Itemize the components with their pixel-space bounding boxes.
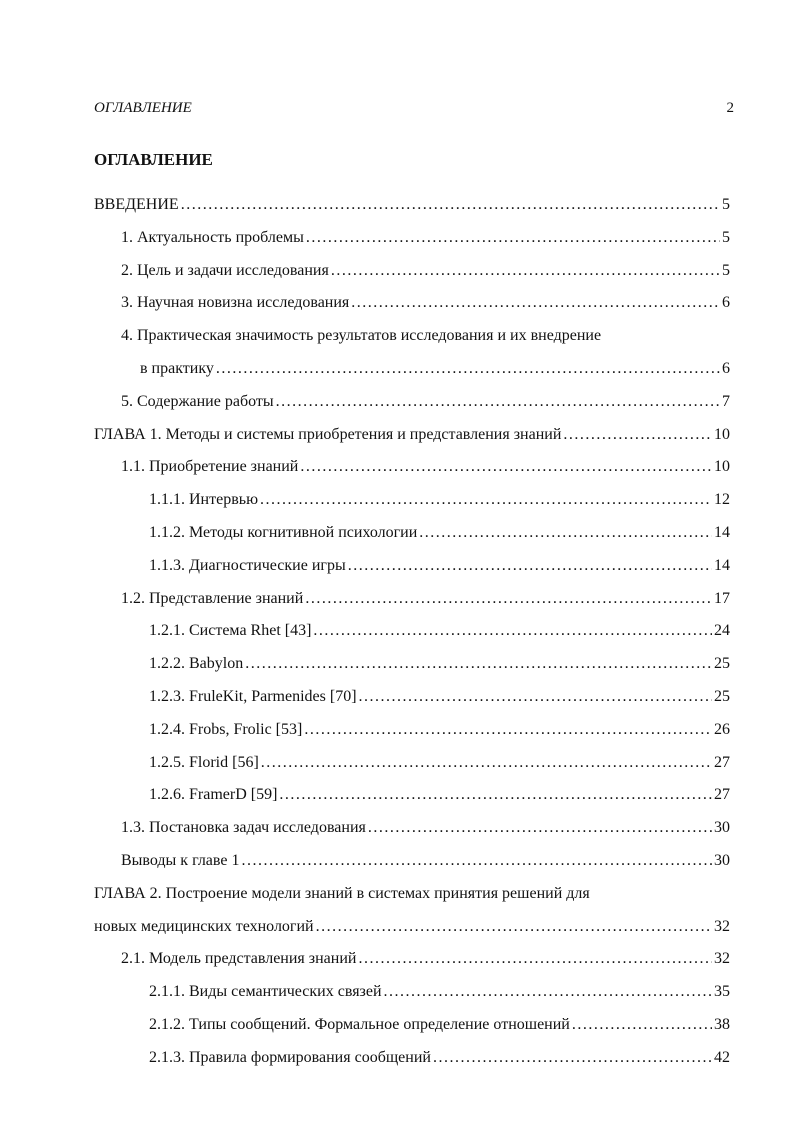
toc-entry-label: 2.1. Модель представления знаний — [121, 950, 357, 968]
toc-leader-dots — [351, 293, 720, 313]
toc-entry-page: 24 — [714, 622, 730, 640]
toc-entry[interactable] — [94, 228, 730, 261]
toc-entry-label: 2. Цель и задачи исследования — [121, 261, 329, 279]
toc-entry[interactable] — [94, 949, 730, 982]
toc-leader-dots — [306, 228, 720, 248]
toc-entry-page: 32 — [714, 950, 730, 968]
toc-entry-page: 25 — [714, 687, 730, 705]
toc-entry[interactable] — [94, 687, 730, 720]
toc-entry-page: 5 — [722, 196, 730, 213]
toc-entry-label: 1.2. Представление знаний — [121, 589, 304, 607]
toc-entry-page: 30 — [714, 819, 730, 837]
toc-entry[interactable] — [94, 261, 730, 294]
toc-leader-dots — [433, 1048, 712, 1068]
toc-entry-page: 14 — [714, 556, 730, 574]
toc-leader-dots — [563, 425, 712, 445]
toc-entry[interactable] — [94, 425, 730, 458]
toc-leader-dots — [304, 720, 712, 740]
toc-leader-dots — [331, 261, 720, 281]
toc-entry-continuation[interactable] — [94, 917, 730, 950]
toc-entry-page: 17 — [714, 589, 730, 607]
toc-entry-label: 1.1. Приобретение знаний — [121, 458, 299, 476]
toc-leader-dots — [359, 687, 712, 707]
toc-leader-dots — [279, 785, 712, 805]
toc-entry[interactable] — [94, 589, 730, 622]
toc-entry-page: 26 — [714, 720, 730, 738]
toc-entry-page: 6 — [722, 359, 730, 377]
toc-entry-label: 1.2.2. Babylon — [149, 655, 244, 673]
toc-entry[interactable] — [94, 753, 730, 786]
page-number: 2 — [726, 100, 734, 116]
toc-leader-dots — [276, 392, 720, 412]
toc-entry-label: Выводы к главе 1 — [121, 851, 240, 869]
toc-leader-dots — [419, 523, 712, 543]
toc-leader-dots — [181, 195, 720, 215]
toc-entry[interactable] — [94, 326, 730, 359]
toc-leader-dots — [260, 490, 712, 510]
toc-entry-page: 27 — [714, 786, 730, 804]
toc-leader-dots — [305, 589, 712, 609]
toc-entry-page: 10 — [714, 425, 730, 443]
toc-entry-page: 5 — [722, 228, 730, 246]
toc-leader-dots — [313, 621, 712, 641]
toc-entry-page: 38 — [714, 1015, 730, 1033]
toc-entry-page: 10 — [714, 458, 730, 476]
toc-entry-label: ГЛАВА 1. Методы и системы приобретения и представления знаний — [94, 425, 562, 443]
toc-leader-dots — [300, 457, 712, 477]
toc-entry[interactable] — [94, 785, 730, 818]
running-header — [94, 100, 734, 117]
toc-entry[interactable] — [94, 1015, 730, 1048]
toc-heading: ОГЛАВЛЕНИЕ — [94, 150, 213, 169]
toc-leader-dots — [384, 982, 712, 1002]
toc-leader-dots — [316, 917, 712, 937]
toc-entry-label: 1.2.6. FramerD [59] — [149, 786, 278, 804]
toc-entry[interactable] — [94, 818, 730, 851]
toc-entry-label: 1.2.3. FruleKit, Parmenides [70] — [149, 687, 357, 705]
toc-entry-label: в практику — [140, 359, 214, 377]
toc-entry-label: 4. Практическая значимость результатов исследования и их внедрение — [121, 327, 602, 345]
toc-entry[interactable] — [94, 720, 730, 753]
toc-leader-dots — [245, 654, 712, 674]
toc-entry-page: 7 — [722, 392, 730, 410]
toc-leader-dots — [348, 556, 712, 576]
toc-entry[interactable] — [94, 195, 730, 228]
toc-entry[interactable] — [94, 621, 730, 654]
toc-entry-label: 1.1.2. Методы когнитивной психологии — [149, 523, 418, 541]
toc-entry[interactable] — [94, 851, 730, 884]
toc-entry-page: 42 — [714, 1048, 730, 1066]
toc-entry-label: 2.1.3. Правила формирования сообщений — [149, 1048, 431, 1066]
toc-entry-label: 1.2.1. Система Rhet [43] — [149, 622, 312, 640]
toc-entry-label: 1.3. Постановка задач исследования — [121, 819, 366, 837]
toc-entry-label: 1. Актуальность проблемы — [121, 228, 304, 246]
toc-entry-page: 30 — [714, 851, 730, 869]
toc-entry[interactable] — [94, 392, 730, 425]
toc-entry-page: 12 — [714, 491, 730, 509]
toc-entry-page: 27 — [714, 753, 730, 771]
toc-entry-page: 14 — [714, 523, 730, 541]
toc-entry-label: 1.2.5. Florid [56] — [149, 753, 259, 771]
toc-entry-label: 1.2.4. Frobs, Frolic [53] — [149, 720, 303, 738]
toc-entry-page: 5 — [722, 261, 730, 279]
toc-entry-label: ВВЕДЕНИЕ — [94, 196, 179, 213]
toc-entry-label: 3. Научная новизна исследования — [121, 294, 350, 312]
toc-entry[interactable] — [94, 556, 730, 589]
toc-entry-label: 1.1.1. Интервью — [149, 491, 259, 509]
toc-entry-page: 25 — [714, 655, 730, 673]
toc-entry-label: 2.1.2. Типы сообщений. Формальное определение отношений — [149, 1015, 570, 1033]
running-header-title: ОГЛАВЛЕНИЕ — [94, 100, 192, 116]
toc-entry-label: 2.1.1. Виды семантических связей — [149, 983, 382, 1001]
toc-entry-label: 1.1.3. Диагностические игры — [149, 556, 346, 574]
toc-entry[interactable] — [94, 982, 730, 1015]
toc-entry-label: 5. Содержание работы — [121, 392, 274, 410]
toc-leader-dots — [216, 359, 720, 379]
toc-entry[interactable] — [94, 1048, 730, 1081]
toc-entry[interactable] — [94, 457, 730, 490]
toc-entry-continuation[interactable] — [94, 359, 730, 392]
toc-entry[interactable] — [94, 654, 730, 687]
toc-entry-page: 6 — [722, 294, 730, 312]
toc-leader-dots — [358, 949, 712, 969]
toc-entry-label: новых медицинских технологий — [94, 917, 314, 935]
toc-leader-dots — [572, 1015, 712, 1035]
toc-leader-dots — [261, 753, 712, 773]
toc-entry[interactable] — [94, 884, 730, 917]
toc-entry-label: ГЛАВА 2. Построение модели знаний в системах принятия решений для — [94, 884, 590, 902]
toc-entry[interactable] — [94, 490, 730, 523]
toc-entry[interactable] — [94, 293, 730, 326]
toc-leader-dots — [241, 851, 712, 871]
toc-entry-page: 32 — [714, 917, 730, 935]
table-of-contents — [94, 195, 730, 1081]
toc-leader-dots — [368, 818, 712, 838]
toc-entry[interactable] — [94, 523, 730, 556]
toc-entry-page: 35 — [714, 983, 730, 1001]
